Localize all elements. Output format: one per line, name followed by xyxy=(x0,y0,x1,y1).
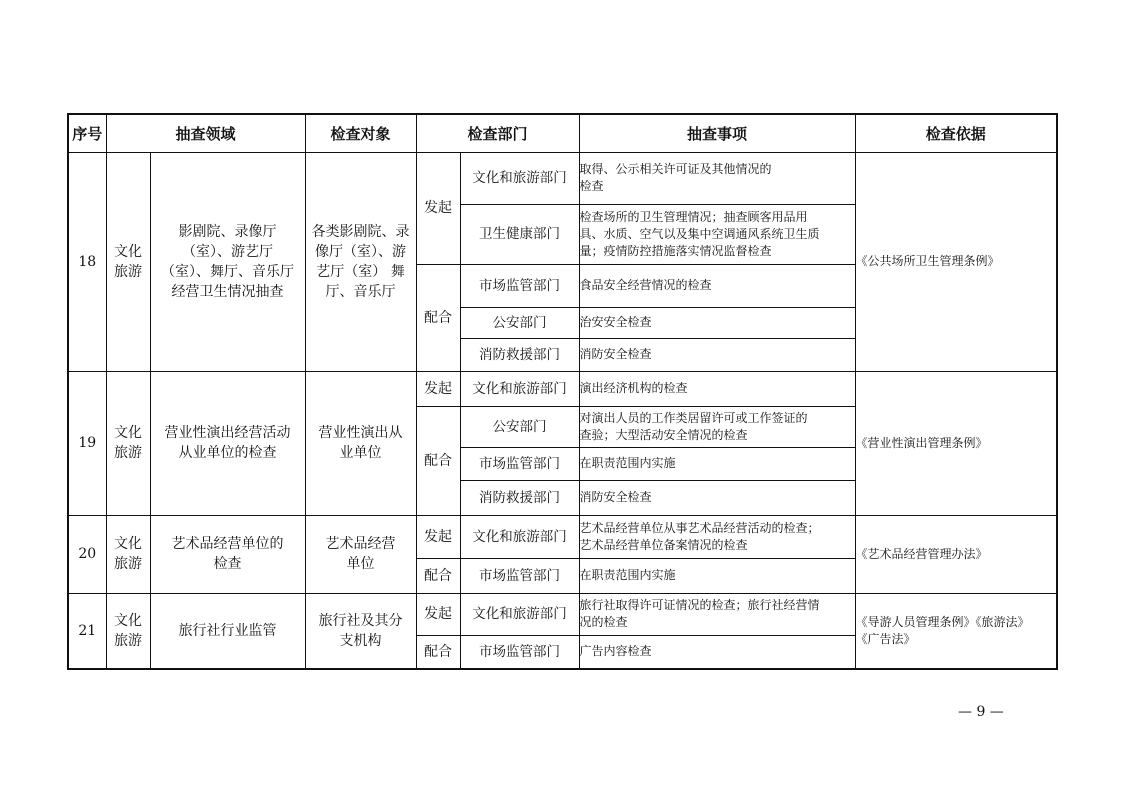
role-initiate: 发起 xyxy=(416,515,460,558)
header-matter: 抽查事项 xyxy=(579,114,855,152)
check-matter: 消防安全检查 xyxy=(579,480,855,515)
dept-name: 公安部门 xyxy=(460,406,579,447)
row-object: 各类影剧院、录 像厅（室）、游 艺厅（室） 舞 厅、音乐厅 xyxy=(305,152,416,371)
role-cooperate: 配合 xyxy=(416,558,460,593)
check-matter: 检查场所的卫生管理情况；抽查顾客用品用 具、水质、空气以及集中空调通风系统卫生质 量；疫情防控措施落实情况监督检查 xyxy=(579,204,855,264)
row-object: 营业性演出从 业单位 xyxy=(305,371,416,515)
dept-name: 市场监管部门 xyxy=(460,558,579,593)
role-cooperate: 配合 xyxy=(416,635,460,669)
role-initiate: 发起 xyxy=(416,593,460,635)
dept-name: 文化和旅游部门 xyxy=(460,371,579,406)
check-matter: 广告内容检查 xyxy=(579,635,855,669)
check-matter: 旅行社取得许可证情况的检查；旅行社经营情 况的检查 xyxy=(579,593,855,635)
dept-name: 公安部门 xyxy=(460,307,579,338)
table-row xyxy=(68,152,1057,204)
row-seq: 18 xyxy=(68,152,106,371)
row-basis: 《导游人员管理条例》《旅游法》 《广告法》 xyxy=(855,593,1057,669)
dept-name: 文化和旅游部门 xyxy=(460,515,579,558)
row-field: 文化 旅游 xyxy=(106,593,150,669)
dept-name: 市场监管部门 xyxy=(460,447,579,480)
row-basis: 《艺术品经营管理办法》 xyxy=(855,515,1057,593)
row-area: 营业性演出经营活动 从业单位的检查 xyxy=(150,371,305,515)
check-matter: 取得、公示相关许可证及其他情况的 检查 xyxy=(579,152,855,204)
row-area: 影剧院、录像厅 （室）、游艺厅 （室）、舞厅、音乐厅 经营卫生情况抽查 xyxy=(150,152,305,371)
row-seq: 19 xyxy=(68,371,106,515)
dept-name: 市场监管部门 xyxy=(460,635,579,669)
role-cooperate: 配合 xyxy=(416,264,460,371)
check-matter: 演出经济机构的检查 xyxy=(579,371,855,406)
row-seq: 21 xyxy=(68,593,106,669)
row-object: 艺术品经营 单位 xyxy=(305,515,416,593)
row-area: 艺术品经营单位的 检查 xyxy=(150,515,305,593)
header-area: 抽查领域 xyxy=(106,114,305,152)
dept-name: 文化和旅游部门 xyxy=(460,152,579,204)
check-matter: 食品安全经营情况的检查 xyxy=(579,264,855,307)
header-object: 检查对象 xyxy=(305,114,416,152)
check-matter: 消防安全检查 xyxy=(579,338,855,371)
row-field: 文化 旅游 xyxy=(106,371,150,515)
header-basis: 检查依据 xyxy=(855,114,1057,152)
dept-name: 市场监管部门 xyxy=(460,264,579,307)
role-cooperate: 配合 xyxy=(416,406,460,515)
check-matter: 对演出人员的工作类居留许可或工作签证的 查验；大型活动安全情况的检查 xyxy=(579,406,855,447)
dept-name: 卫生健康部门 xyxy=(460,204,579,264)
dept-name: 消防救援部门 xyxy=(460,338,579,371)
table-row xyxy=(68,593,1057,635)
table-row xyxy=(68,515,1057,558)
table-row xyxy=(68,371,1057,406)
role-initiate: 发起 xyxy=(416,152,460,264)
row-basis: 《营业性演出管理条例》 xyxy=(855,371,1057,515)
row-object: 旅行社及其分 支机构 xyxy=(305,593,416,669)
header-department: 检查部门 xyxy=(416,114,579,152)
header-row xyxy=(68,114,1057,152)
header-seq: 序号 xyxy=(68,114,106,152)
page-number: — 9 — xyxy=(958,704,1004,720)
check-matter: 在职责范围内实施 xyxy=(579,447,855,480)
check-matter: 在职责范围内实施 xyxy=(579,558,855,593)
role-initiate: 发起 xyxy=(416,371,460,406)
dept-name: 消防救援部门 xyxy=(460,480,579,515)
check-matter: 艺术品经营单位从事艺术品经营活动的检查； 艺术品经营单位备案情况的检查 xyxy=(579,515,855,558)
row-field: 文化 旅游 xyxy=(106,515,150,593)
inspection-table xyxy=(67,113,1058,670)
check-matter: 治安安全检查 xyxy=(579,307,855,338)
row-basis: 《公共场所卫生管理条例》 xyxy=(855,152,1057,371)
row-area: 旅行社行业监管 xyxy=(150,593,305,669)
row-field: 文化 旅游 xyxy=(106,152,150,371)
row-seq: 20 xyxy=(68,515,106,593)
dept-name: 文化和旅游部门 xyxy=(460,593,579,635)
